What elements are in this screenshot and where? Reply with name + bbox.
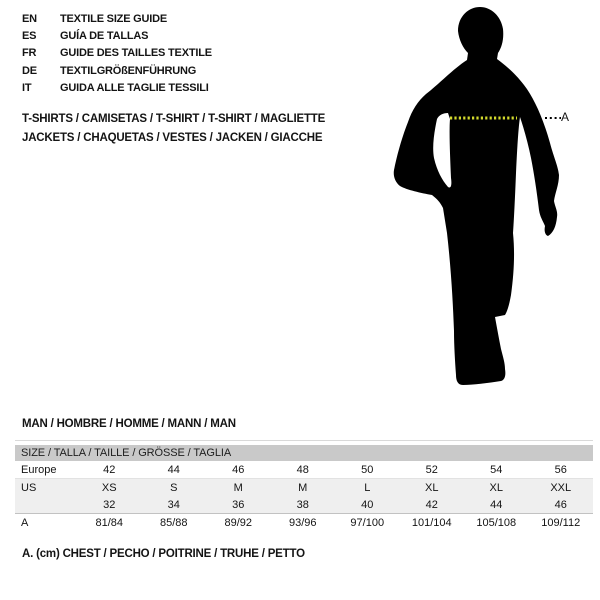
table-cell: 109/112 (541, 516, 581, 529)
table-cell: XL (489, 481, 503, 494)
table-cell: 52 (425, 463, 438, 476)
language-label: TEXTILE SIZE GUIDE (60, 12, 168, 25)
table-cell: 42 (103, 463, 116, 476)
table-cell: 42 (425, 498, 438, 511)
table-cell: M (233, 481, 243, 494)
table-cell: 40 (361, 498, 374, 511)
language-row (22, 27, 212, 44)
category-line: JACKETS / CHAQUETAS / VESTES / JACKEN / GIACCHE (22, 132, 323, 144)
size-table-body (15, 461, 593, 531)
table-cell: 32 (103, 498, 116, 511)
table-cell: L (364, 481, 371, 494)
table-cell: 36 (232, 498, 245, 511)
table-cell: 105/108 (476, 516, 517, 529)
table-cell: 46 (232, 463, 245, 476)
table-row (15, 461, 593, 479)
table-cell: 89/92 (224, 516, 253, 529)
man-silhouette-shape (394, 7, 559, 385)
man-silhouette-figure (393, 3, 573, 395)
language-row (22, 45, 212, 62)
language-code: ES (22, 29, 37, 42)
table-row (15, 513, 593, 531)
measurement-footnote: A. (cm) CHEST / PECHO / POITRINE / TRUHE / PETTO (22, 548, 305, 560)
table-cell: 44 (167, 463, 180, 476)
table-row-label: A (21, 516, 29, 529)
table-cell: 85/88 (159, 516, 188, 529)
table-cell: XS (101, 481, 117, 494)
table-cell: 46 (554, 498, 567, 511)
language-row (22, 79, 212, 96)
table-row (15, 496, 593, 513)
table-cell: 50 (361, 463, 374, 476)
table-cell: M (298, 481, 308, 494)
size-table-header: SIZE / TALLA / TAILLE / GRÖSSE / TAGLIA (15, 445, 593, 461)
language-code: EN (22, 12, 37, 25)
table-cell: 38 (296, 498, 309, 511)
table-cell: 97/100 (350, 516, 385, 529)
table-cell: S (170, 481, 178, 494)
size-table (15, 440, 593, 531)
language-label: GUÍA DE TALLAS (60, 29, 149, 42)
language-label: GUIDE DES TAILLES TEXTILE (60, 47, 212, 60)
language-row (22, 10, 212, 27)
section-title-man: MAN / HOMBRE / HOMME / MANN / MAN (22, 418, 236, 430)
language-code: DE (22, 64, 37, 77)
table-cell: XXL (550, 481, 572, 494)
measure-label-a: A (561, 110, 570, 124)
table-row (15, 479, 593, 496)
table-cell: 48 (296, 463, 309, 476)
table-cell: 54 (490, 463, 503, 476)
table-row-label: US (21, 481, 37, 494)
language-list (22, 10, 212, 96)
table-cell: 81/84 (95, 516, 124, 529)
table-cell: XL (425, 481, 439, 494)
table-cell: 56 (554, 463, 567, 476)
category-line: T-SHIRTS / CAMISETAS / T-SHIRT / T-SHIRT / MAGLIETTE (22, 113, 326, 125)
language-code: IT (22, 81, 32, 94)
language-row (22, 62, 212, 79)
table-cell: 44 (490, 498, 503, 511)
language-label: TEXTILGRÖßENFÜHRUNG (60, 64, 197, 77)
table-row-label: Europe (21, 463, 57, 476)
table-cell: 93/96 (288, 516, 317, 529)
language-label: GUIDA ALLE TAGLIE TESSILI (60, 81, 209, 94)
category-heading (22, 110, 325, 148)
language-code: FR (22, 47, 37, 60)
table-cell: 34 (167, 498, 180, 511)
table-top-rule (15, 440, 593, 441)
table-cell: 101/104 (411, 516, 452, 529)
